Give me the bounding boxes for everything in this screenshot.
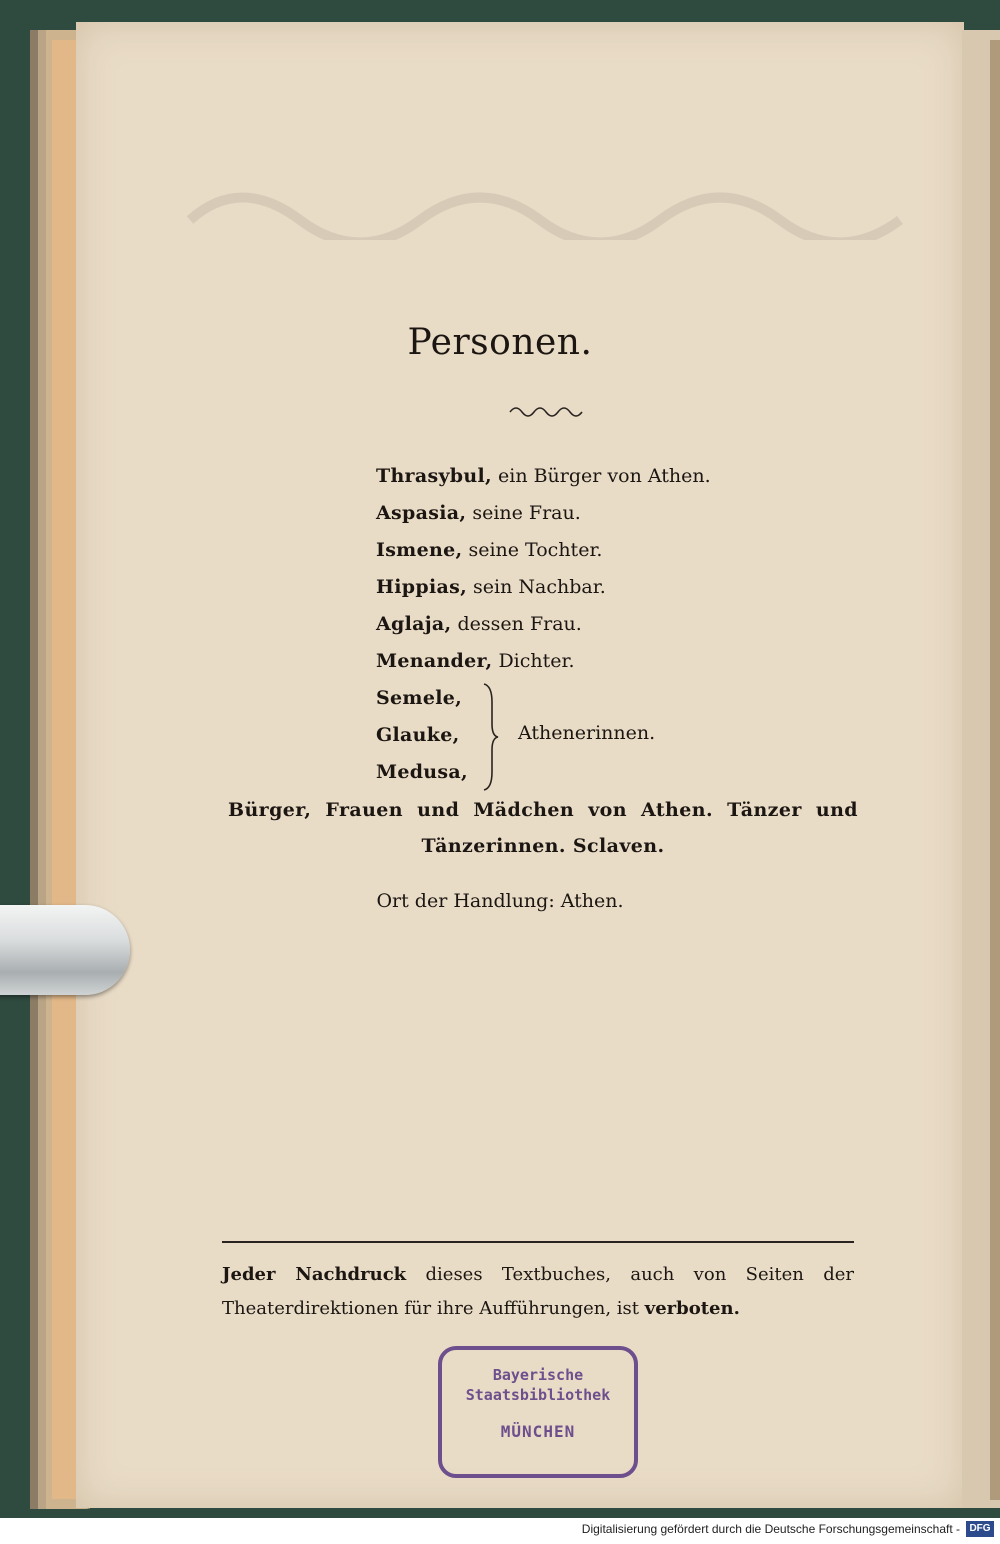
divider <box>222 1241 854 1243</box>
character-description: sein Nachbar. <box>473 576 606 598</box>
ornament-swash <box>508 402 588 418</box>
notice-text: dieses Textbuches, auch von Seiten der <box>425 1264 854 1285</box>
extras-list <box>228 792 858 864</box>
notice-bold-end: verboten. <box>644 1298 740 1319</box>
cast-entry <box>376 606 711 643</box>
stamp-line: MÜNCHEN <box>500 1422 576 1441</box>
character-name: Aglaja, <box>376 613 452 635</box>
character-name: Menander, <box>376 650 493 672</box>
character-description: dessen Frau. <box>457 613 582 635</box>
cast-entry <box>376 532 711 569</box>
notice-line <box>222 1292 854 1326</box>
character-name: Medusa, <box>376 761 468 783</box>
extras-line: Tänzerinnen. Sclaven. <box>421 835 665 857</box>
character-name: Glauke, <box>376 724 460 746</box>
notice-text: Theaterdirektionen für ihre Aufführungen, ist <box>222 1298 640 1319</box>
group-label: Athenerinnen. <box>518 722 656 744</box>
curly-brace <box>480 682 500 792</box>
copyright-notice <box>222 1258 854 1326</box>
character-description: seine Tochter. <box>468 539 603 561</box>
character-name: Semele, <box>376 687 463 709</box>
character-name: Ismene, <box>376 539 463 561</box>
cast-entry <box>376 754 711 791</box>
footer-credit: Digitalisierung gefördert durch die Deutsche Forschungsgemeinschaft - <box>581 1522 960 1536</box>
cast-entry <box>376 680 711 717</box>
character-description: Dichter. <box>498 650 575 672</box>
notice-line <box>222 1258 854 1292</box>
character-name: Hippias, <box>376 576 467 598</box>
bleed-through <box>180 170 910 240</box>
stamp-line: Bayerische <box>492 1366 584 1384</box>
library-stamp <box>438 1346 638 1478</box>
footer-bar <box>0 1518 1000 1544</box>
cast-entry <box>376 569 711 606</box>
setting-line: Ort der Handlung: Athen. <box>376 890 624 912</box>
character-name: Thrasybul, <box>376 465 492 487</box>
cast-entry <box>376 458 711 495</box>
stamp-line: Staatsbibliothek <box>465 1386 611 1404</box>
page-clip <box>0 905 130 995</box>
next-page-shadow <box>990 40 1000 1500</box>
notice-bold-start: Jeder Nachdruck <box>222 1264 407 1285</box>
character-description: ein Bürger von Athen. <box>498 465 711 487</box>
bleed-through-shape <box>180 170 910 240</box>
dfg-logo: DFG <box>966 1521 994 1537</box>
extras-line: Bürger, Frauen und Mädchen von Athen. Tänzer und <box>228 799 858 821</box>
page-title: Personen. <box>407 322 593 363</box>
character-name: Aspasia, <box>376 502 467 524</box>
cast-entry <box>376 643 711 680</box>
cast-entry <box>376 495 711 532</box>
character-description: seine Frau. <box>472 502 581 524</box>
